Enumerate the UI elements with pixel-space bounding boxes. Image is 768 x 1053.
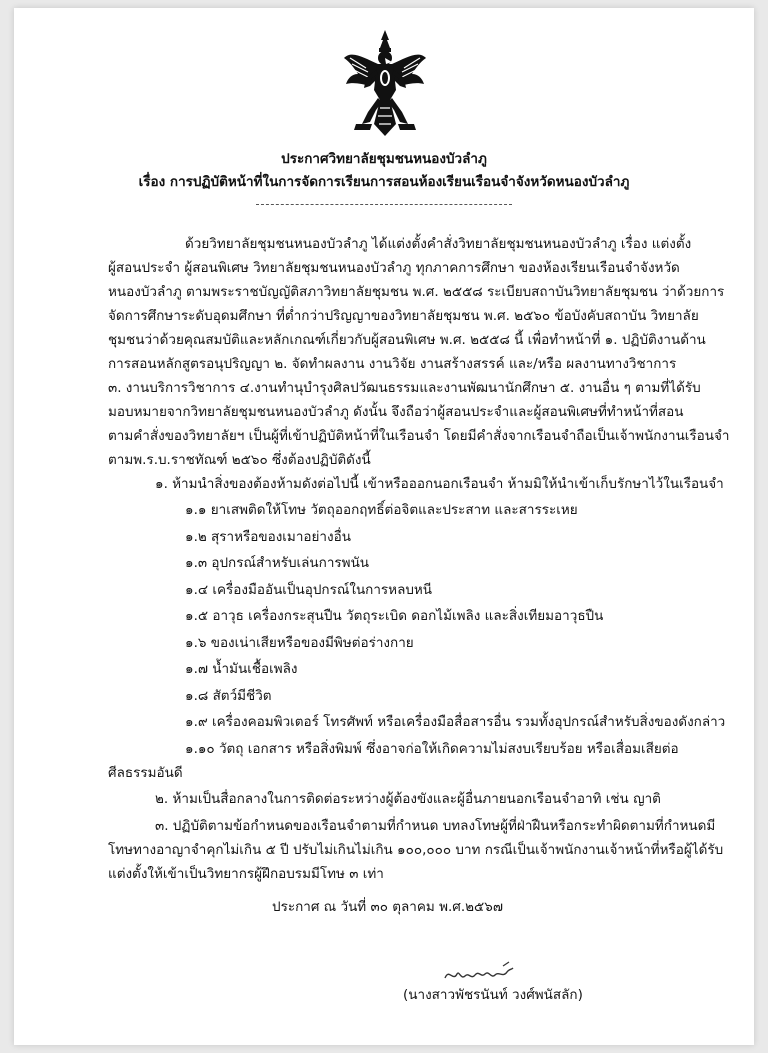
announcement-subject: เรื่อง การปฏิบัติหน้าที่ในการจัดการเรียนการสอนห้องเรียนเรือนจำจังหวัดหนองบัวลำภู (138, 174, 630, 190)
body-line: ๓. งานบริการวิชาการ ๔.งานทำนุบำรุงศิลปวัฒนธรรมและงานพัฒนานักศึกษา ๕. งานอื่น ๆ ตามที่ได้รับ (108, 380, 701, 396)
body-line: หนองบัวลำภู ตามพระราชบัญญัติสภาวิทยาลัยชุมชน พ.ศ. ๒๕๕๘ ระเบียบสถาบันวิทยาลัยชุมชน ว่าด้วยการ (108, 284, 725, 300)
rule-item: ๑. ห้ามนำสิ่งของต้องห้ามดังต่อไปนี้ เข้าหรือออกนอกเรือนจำ ห้ามมิให้นำเข้าเก็บรักษาไว้ในเรือนจำ (155, 476, 724, 492)
rule-item-continued: โทษทางอาญาจำคุกไม่เกิน ๕ ปี ปรับไม่เกินไม่เกิน ๑๐๐,๐๐๐ บาท กรณีเป็นเจ้าพนักงานเจ้าหน้าที่หรือผู้ได้รับ (108, 842, 724, 858)
signer-name: (นางสาวพัชรนันท์ วงศ์พนัสลัก) (403, 987, 583, 1003)
rule-item: ๓. ปฏิบัติตามข้อกำหนดของเรือนจำตามที่กำหนด บทลงโทษผู้ที่ฝ่าฝืนหรือกระทำผิดตามที่กำหนดมี (155, 818, 716, 834)
signature-scribble (443, 960, 515, 988)
sub-item: ๑.๕ อาวุธ เครื่องกระสุนปืน วัตถุระเบิด ดอกไม้เพลิง และสิ่งเทียมอาวุธปืน (185, 608, 604, 624)
sub-item: ๑.๒ สุราหรือของเมาอย่างอื่น (185, 529, 351, 545)
body-line: มอบหมายจากวิทยาลัยชุมชนหนองบัวลำภู ดังนั้น จึงถือว่าผู้สอนประจำและผู้สอนพิเศษที่ทำหน้าที่สอน (108, 404, 684, 420)
sub-item: ๑.๙ เครื่องคอมพิวเตอร์ โทรศัพท์ หรือเครื่องมือสื่อสารอื่น รวมทั้งอุปกรณ์สำหรับสิ่งของดังกล่าว (185, 714, 726, 730)
sub-item: ๑.๗ น้ำมันเชื้อเพลิง (185, 661, 298, 677)
body-line: ด้วยวิทยาลัยชุมชนหนองบัวลำภู ได้แต่งตั้งคำสั่งวิทยาลัยชุมชนหนองบัวลำภู เรื่อง แต่งตั้ง (185, 236, 692, 252)
sub-item: ๑.๖ ของเน่าเสียหรือของมีพิษต่อร่างกาย (185, 635, 414, 651)
body-line: ตามพ.ร.บ.ราชทัณฑ์ ๒๕๖๐ ซึ่งต้องปฏิบัติดังนี้ (108, 452, 371, 468)
garuda-emblem-icon (340, 28, 430, 140)
body-line: ตามคำสั่งของวิทยาลัยฯ เป็นผู้ที่เข้าปฏิบัติหน้าที่ในเรือนจำ โดยมีคำสั่งจากเรือนจำถือเป็นเจ้าพนักงานเรือนจำ (108, 428, 730, 444)
body-line: การสอนหลักสูตรอนุปริญญา ๒. จัดทำผลงาน งานวิจัย งานสร้างสรรค์ และ/หรือ ผลงานทางวิชาการ (108, 356, 677, 372)
sub-item: ๑.๑ ยาเสพติดให้โทษ วัตถุออกฤทธิ์ต่อจิตและประสาท และสารระเหย (185, 502, 578, 518)
body-line: จัดการศึกษาระดับอุดมศึกษา ที่ต่ำกว่าปริญญาของวิทยาลัยชุมชน พ.ศ. ๒๕๖๐ ข้อบังคับสถาบัน วิทยาลัย (108, 308, 699, 324)
sub-item: ๑.๔ เครื่องมืออันเป็นอุปกรณ์ในการหลบหนี (185, 582, 433, 598)
title-divider (256, 204, 512, 205)
sub-item-continued: ศีลธรรมอันดี (108, 765, 183, 781)
announcement-date: ประกาศ ณ วันที่ ๓๐ ตุลาคม พ.ศ.๒๕๖๗ (272, 899, 503, 915)
body-line: ผู้สอนประจำ ผู้สอนพิเศษ วิทยาลัยชุมชนหนองบัวลำภู ทุกภาคการศึกษา ของห้องเรียนเรือนจำจังหวัด (108, 260, 680, 276)
body-line: ชุมชนว่าด้วยคุณสมบัติและหลักเกณฑ์เกี่ยวกับผู้สอนพิเศษ พ.ศ. ๒๕๕๘ นี้ เพื่อทำหน้าที่ ๑. ปฏิบัติงานด้าน (108, 332, 706, 348)
sub-item: ๑.๓ อุปกรณ์สำหรับเล่นการพนัน (185, 555, 370, 571)
rule-item: ๒. ห้ามเป็นสื่อกลางในการติดต่อระหว่างผู้ต้องขังและผู้อื่นภายนอกเรือนจำอาทิ เช่น ญาติ (155, 791, 661, 807)
rule-item-continued: แต่งตั้งให้เข้าเป็นวิทยากรผู้ฝึกอบรมมีโทษ ๓ เท่า (108, 866, 384, 882)
sub-item: ๑.๑๐ วัตถุ เอกสาร หรือสิ่งพิมพ์ ซึ่งอาจก่อให้เกิดความไม่สงบเรียบร้อย หรือเสื่อมเสียต่อ (185, 741, 679, 757)
sub-item: ๑.๘ สัตว์มีชีวิต (185, 688, 272, 704)
announcement-title: ประกาศวิทยาลัยชุมชนหนองบัวลำภู (281, 151, 487, 167)
